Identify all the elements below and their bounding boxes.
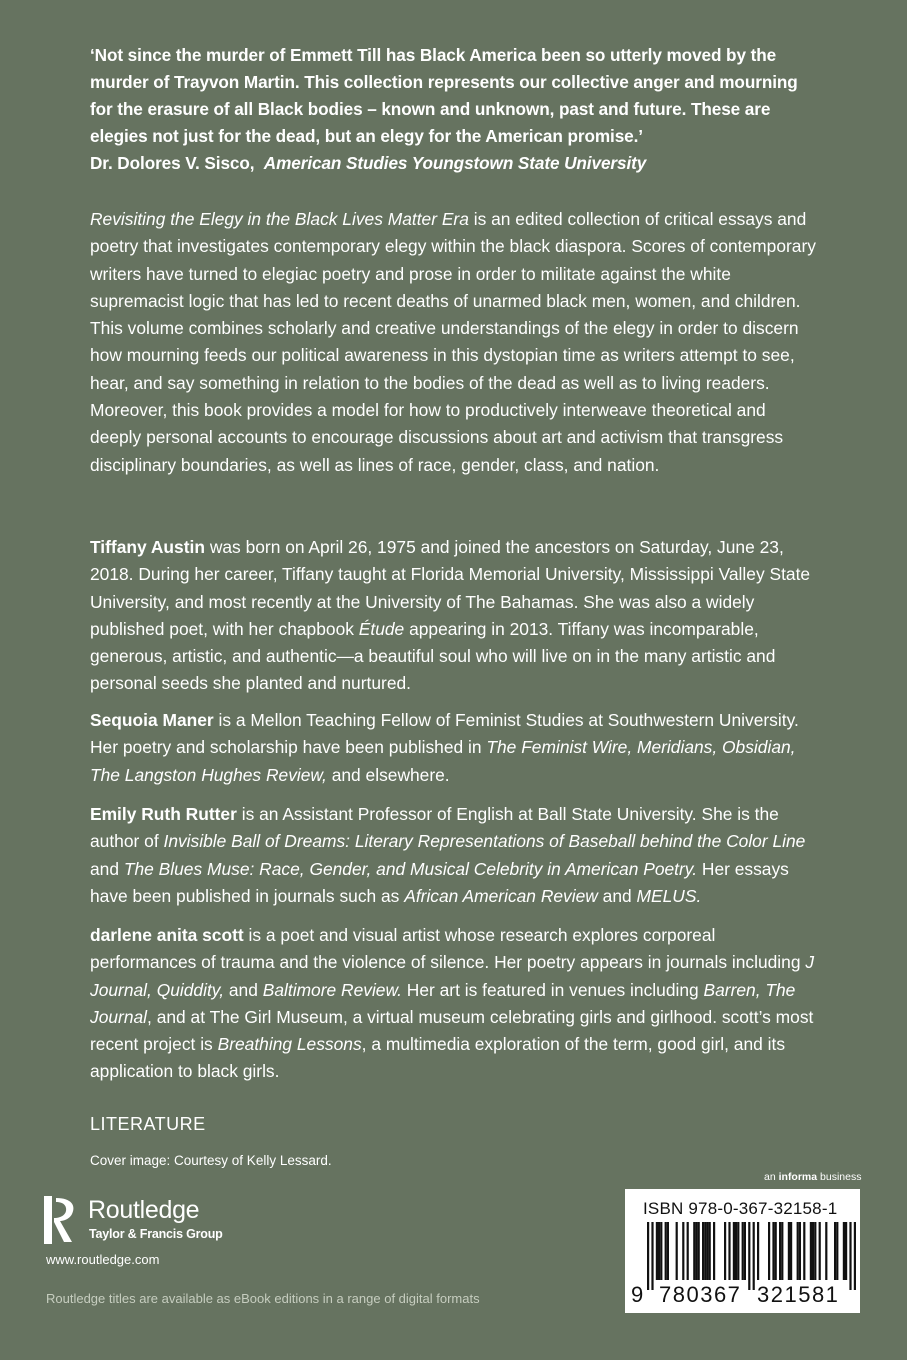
barcode-bar xyxy=(693,1222,695,1280)
routledge-mark-icon xyxy=(42,1194,82,1248)
bio-text: is a Mellon Teaching Fellow of Feminist Studies at Southwestern University. Her poetry and scholarship have been published in xyxy=(90,710,799,758)
publisher-name: Routledge xyxy=(88,1196,200,1224)
routledge-logo xyxy=(42,1194,242,1246)
barcode-bar xyxy=(797,1222,799,1280)
barcode-bar xyxy=(854,1222,856,1290)
barcode-bar xyxy=(737,1222,739,1280)
bio-text: is a poet and visual artist whose research explores corporeal performances of trauma and the violence of silence. Her poetry appears in journals including xyxy=(90,925,806,973)
bio-italic: J Journal, Quiddity, xyxy=(90,952,815,1000)
endorsement-quote xyxy=(90,42,810,177)
barcode-bar xyxy=(825,1222,827,1280)
description-text: is an edited collection of critical essays and poetry that investigates contemporary elegy within the black diaspora. Scores of contemporary writers have turned to elegiac poetry and prose in order to militate against the white supremacist logic that has led to recent deaths of unarmed black men, women, and children. This volume combines scholarly and creative understandings of the elegy in order to discern how mourning feeds our political awareness in this dystopian time as writers attempt to see, hear, and say something in relation to the bodies of the dead as well as to living readers. Moreover, this book provides a model for how to productively interweave theoretical and deeply personal accounts to encourage discussions about art and activism that transgress disciplinary boundaries, as well as lines of race, gender, class, and nation. xyxy=(90,209,816,475)
barcode-bar xyxy=(772,1222,774,1280)
bio-italic: African American Review xyxy=(404,885,598,906)
bio-text: and xyxy=(224,979,263,1000)
barcode-bar xyxy=(834,1222,836,1280)
editor-name: Emily Ruth Rutter xyxy=(90,804,237,824)
editor-bio-scott xyxy=(90,922,820,1086)
barcode-bar xyxy=(768,1222,770,1280)
editor-bio-austin xyxy=(90,534,820,698)
bio-text: , a multimedia exploration of the term, good girl, and its application to black girls. xyxy=(90,1034,786,1082)
barcode-bar xyxy=(799,1222,801,1280)
barcode-bar xyxy=(665,1222,667,1280)
quote-attribution xyxy=(90,150,810,177)
barcode-bar xyxy=(753,1222,755,1290)
barcode-bar xyxy=(849,1222,851,1290)
barcode-bar xyxy=(658,1222,660,1280)
barcode-bar xyxy=(682,1222,684,1280)
barcode-digits-right: 321581 xyxy=(757,1282,840,1307)
informa-pre: an xyxy=(764,1171,779,1183)
barcode-bar xyxy=(695,1222,697,1280)
barcode-bar xyxy=(687,1222,689,1280)
barcode-bar xyxy=(819,1222,821,1280)
barcode-bar xyxy=(728,1222,730,1280)
barcode-bar xyxy=(814,1222,816,1280)
book-description xyxy=(90,206,820,479)
bio-text: appearing in 2013. Tiffany was incomparable, generous, artistic, and authentic—a beautiful soul who will live on in the many artistic and personal seeds she planted and nurtured. xyxy=(90,618,776,694)
bio-italic: Baltimore Review. xyxy=(262,979,402,1000)
quote-text: ‘Not since the murder of Emmett Till has Black America been so utterly moved by the murder of Trayvon Martin. This collection represents our collective anger and mourning for the erasure of all Black bodies – known and unknown, past and future. These are elegies not just for the dead, but an elegy for the American promise.’ xyxy=(90,45,798,146)
barcode-bar xyxy=(742,1222,744,1280)
barcode-bar xyxy=(706,1222,708,1280)
informa-post: business xyxy=(817,1171,862,1183)
barcode-bar xyxy=(810,1222,812,1280)
barcode-bar xyxy=(757,1222,759,1280)
bio-text: is an Assistant Professor of English at Ball State University. She is the author of xyxy=(90,804,779,852)
bio-text: Her essays have been published in journals such as xyxy=(90,858,789,906)
barcode-bar xyxy=(845,1222,847,1280)
bio-text: and elsewhere. xyxy=(326,764,450,785)
barcode-bar xyxy=(790,1222,792,1280)
bio-text: was born on April 26, 1975 and joined the ancestors on Saturday, June 23, 2018. During her career, Tiffany taught at Florida Memorial University, Mississippi Valley State University, and most recently at the University of The Bahamas. She was also a widely published poet, with her chapbook xyxy=(90,537,811,639)
barcode-bar xyxy=(781,1222,783,1280)
barcode-bar xyxy=(843,1222,845,1280)
bio-italic: Invisible Ball of Dreams: Literary Representations of Baseball behind the Color Line xyxy=(163,831,806,852)
barcode-bar xyxy=(775,1222,777,1280)
barcode-bar xyxy=(779,1222,781,1280)
bio-italic: Barren, The Journal xyxy=(90,979,796,1027)
barcode-bar xyxy=(733,1222,735,1280)
quote-author: Dr. Dolores V. Sisco, xyxy=(90,153,255,173)
bio-text: and xyxy=(597,885,637,906)
bio-text: and xyxy=(90,858,124,879)
isbn-barcode xyxy=(625,1189,860,1313)
barcode-bar xyxy=(667,1222,669,1280)
editor-name: Tiffany Austin xyxy=(90,537,205,557)
barcode-bar xyxy=(812,1222,814,1280)
publisher-group: Taylor & Francis Group xyxy=(89,1227,223,1241)
barcode-bar xyxy=(748,1222,750,1290)
barcode-bar xyxy=(676,1222,678,1280)
barcode-bar xyxy=(709,1222,711,1280)
bio-text: Her art is featured in venues including xyxy=(401,979,704,1000)
cover-credit: Cover image: Courtesy of Kelly Lessard. xyxy=(90,1153,332,1168)
bio-italic: MELUS. xyxy=(636,885,702,906)
barcode-bar xyxy=(836,1222,838,1280)
barcode-bar xyxy=(647,1222,649,1290)
book-title: Revisiting the Elegy in the Black Lives Matter Era xyxy=(90,209,469,229)
barcode-digit-first: 9 xyxy=(631,1282,645,1307)
bio-italic: Étude xyxy=(358,618,405,639)
quote-affiliation: American Studies Youngstown State University xyxy=(263,153,647,173)
editor-name: darlene anita scott xyxy=(90,925,244,945)
barcode-bar xyxy=(735,1222,737,1280)
barcode-bar xyxy=(702,1222,704,1280)
barcode-bar xyxy=(788,1222,790,1280)
barcode-digits-left: 780367 xyxy=(659,1282,742,1307)
informa-bold: informa xyxy=(778,1171,818,1183)
barcode-bar xyxy=(803,1222,805,1280)
ebook-note: Routledge titles are available as eBook editions in a range of digital formats xyxy=(46,1291,480,1306)
editor-name: Sequoia Maner xyxy=(90,710,214,730)
subject-category: LITERATURE xyxy=(90,1114,206,1134)
barcode-bar xyxy=(704,1222,706,1280)
barcode-bar xyxy=(651,1222,653,1290)
publisher-url[interactable]: www.routledge.com xyxy=(46,1252,160,1267)
barcode-bar xyxy=(698,1222,700,1280)
barcode-bar xyxy=(656,1222,658,1280)
barcode-bar xyxy=(724,1222,726,1280)
barcode-bar xyxy=(713,1222,715,1280)
bio-italic: The Blues Muse: Race, Gender, and Musical Celebrity in American Poetry. xyxy=(123,858,698,879)
barcode-bar xyxy=(744,1222,746,1280)
informa-tagline xyxy=(764,1171,861,1183)
editor-bio-rutter xyxy=(90,801,820,910)
bio-text: , and at The Girl Museum, a virtual museum celebrating girls and girlhood. scott’s most recent project is xyxy=(90,1006,814,1055)
isbn-label: ISBN 978-0-367-32158-1 xyxy=(643,1199,838,1218)
barcode-bar xyxy=(660,1222,662,1280)
editor-bio-maner xyxy=(90,707,820,789)
bio-italic: The Feminist Wire, Meridians, Obsidian, The Langston Hughes Review, xyxy=(90,737,796,785)
bio-italic: Breathing Lessons xyxy=(217,1034,362,1055)
